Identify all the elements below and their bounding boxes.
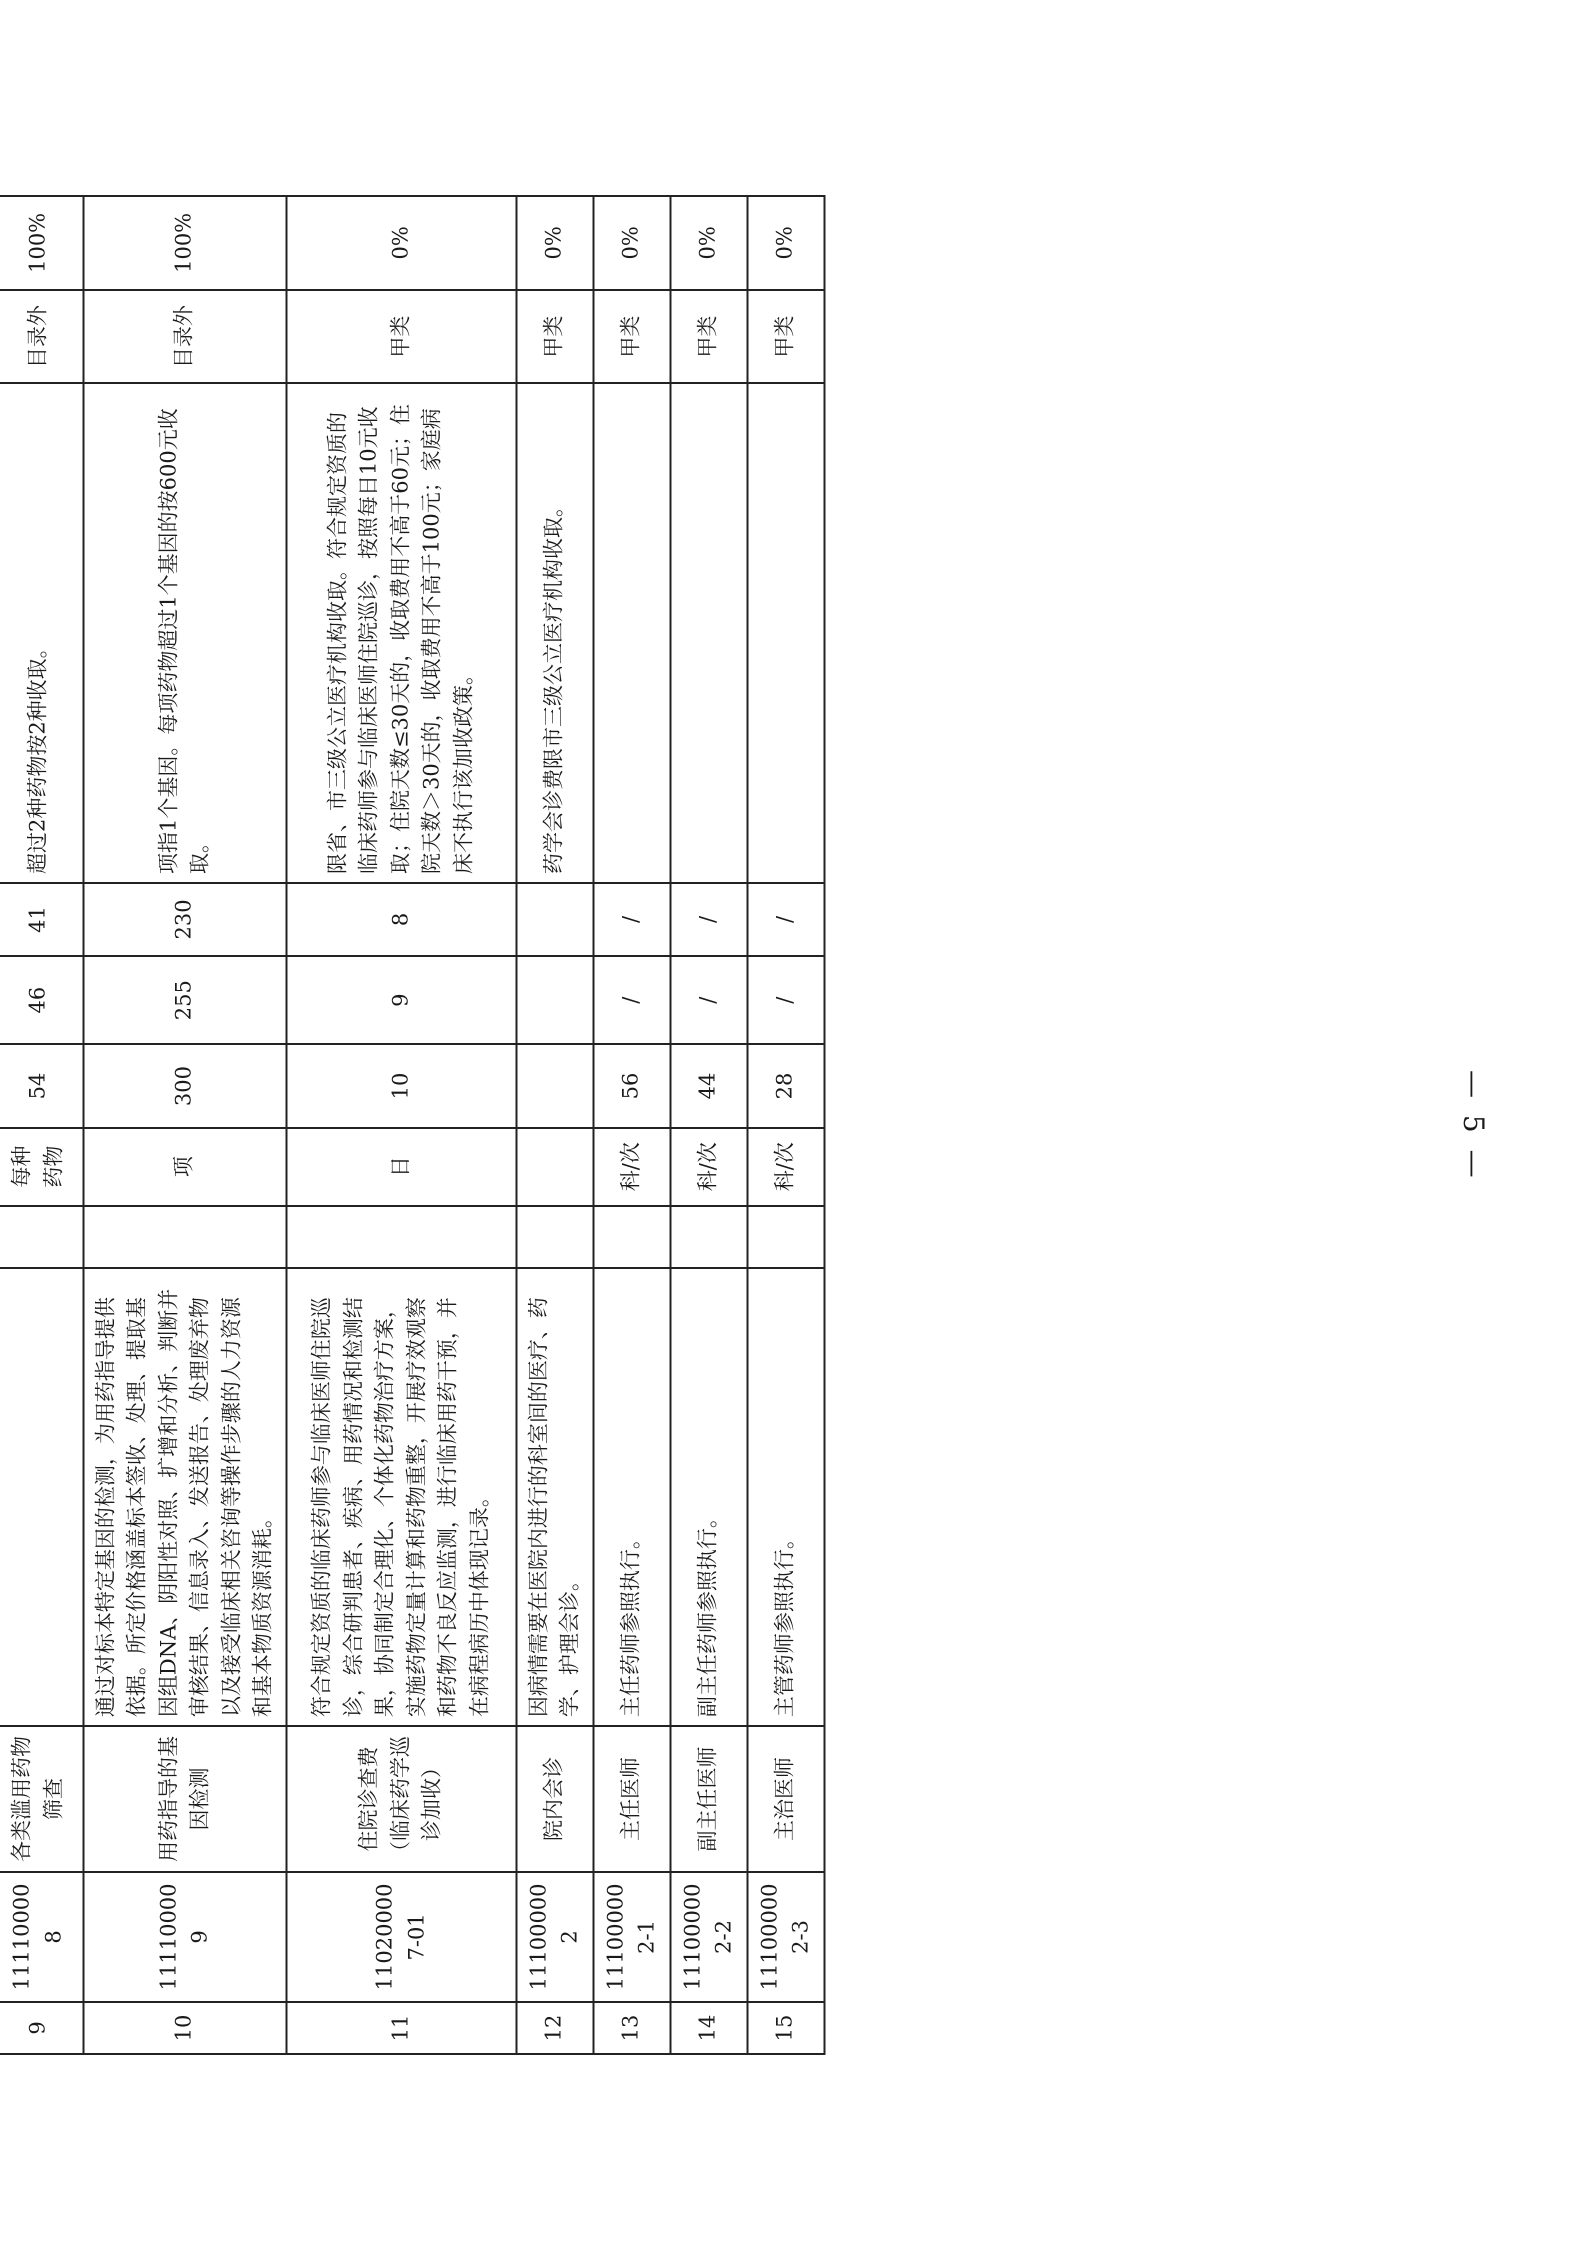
cell-seq: 14	[670, 2002, 747, 2054]
cell-paytype: 目录外	[0, 290, 83, 384]
cell-name: 各类滥用药物筛查	[0, 1726, 83, 1872]
cell-unit: 科/次	[747, 1128, 824, 1206]
cell-content: 因病情需要在医院内进行的科室间的医疗、药学、护理会诊。	[516, 1268, 593, 1726]
table-row	[593, 196, 670, 2054]
cell-price1: 56	[593, 1044, 670, 1127]
cell-seq: 11	[286, 2002, 516, 2054]
cell-exclude	[516, 1206, 593, 1268]
cell-price2: 46	[0, 956, 83, 1044]
cell-name: 住院诊查费（临床药学巡诊加收）	[286, 1726, 516, 1872]
cell-unit: 日	[286, 1128, 516, 1206]
cell-note	[747, 383, 824, 883]
cell-content: 通过对标本特定基因的检测，为用药指导提供依据。所定价格涵盖标本签收、处理、提取基因组DNA、阴阳性对照、扩增和分析、判断并审核结果、信息录入、发送报告、处理废弃物以及接受临床相关咨询等操作步骤的人力资源和基本物质资源消耗。	[83, 1268, 286, 1726]
cell-price3: /	[593, 883, 670, 956]
cell-name: 主任医师	[593, 1726, 670, 1872]
cell-selfpay: 0%	[747, 196, 824, 290]
cell-price2: /	[747, 956, 824, 1044]
cell-selfpay: 0%	[670, 196, 747, 290]
cell-unit: 项	[83, 1128, 286, 1206]
cell-price2: /	[670, 956, 747, 1044]
page-number: — 5 —	[1457, 1070, 1490, 1182]
cell-selfpay: 100%	[83, 196, 286, 290]
table-row	[83, 196, 286, 2054]
cell-price3: 8	[286, 883, 516, 956]
cell-exclude	[593, 1206, 670, 1268]
rotated-table-wrapper	[0, 195, 813, 2055]
cell-exclude	[83, 1206, 286, 1268]
cell-note	[593, 383, 670, 883]
cell-paytype: 目录外	[83, 290, 286, 384]
cell-content: 副主任药师参照执行。	[670, 1268, 747, 1726]
table-row	[670, 196, 747, 2054]
cell-price3: /	[747, 883, 824, 956]
table-row	[286, 196, 516, 2054]
table-row	[747, 196, 824, 2054]
cell-price2	[516, 956, 593, 1044]
cell-price2: /	[593, 956, 670, 1044]
cell-selfpay: 0%	[286, 196, 516, 290]
cell-price1: 54	[0, 1044, 83, 1127]
cell-name: 主治医师	[747, 1726, 824, 1872]
cell-price2: 9	[286, 956, 516, 1044]
cell-price3: 41	[0, 883, 83, 956]
cell-note: 限省、市三级公立医疗机构收取。符合规定资质的临床药师参与临床医师住院巡诊，按照每日10元收取；住院天数≤30天的，收取费用不高于60元；住院天数＞30天的，收取费用不高于100元；家庭病床不执行该加收政策。	[286, 383, 516, 883]
table-row	[0, 196, 83, 2054]
cell-seq: 13	[593, 2002, 670, 2054]
cell-paytype: 甲类	[670, 290, 747, 384]
cell-note: 超过2种药物按2种收取。	[0, 383, 83, 883]
cell-paytype: 甲类	[747, 290, 824, 384]
cell-content	[0, 1268, 83, 1726]
cell-paytype: 甲类	[593, 290, 670, 384]
cell-paytype: 甲类	[516, 290, 593, 384]
cell-selfpay: 0%	[516, 196, 593, 290]
cell-note: 药学会诊费限市三级公立医疗机构收取。	[516, 383, 593, 883]
cell-code: 111000002-3	[747, 1872, 824, 2002]
cell-price3	[516, 883, 593, 956]
cell-unit	[516, 1128, 593, 1206]
cell-exclude	[670, 1206, 747, 1268]
cell-price3: /	[670, 883, 747, 956]
cell-seq: 12	[516, 2002, 593, 2054]
cell-note: 项指1个基因。每项药物超过1个基因的按600元收取。	[83, 383, 286, 883]
cell-seq: 10	[83, 2002, 286, 2054]
cell-seq: 15	[747, 2002, 824, 2054]
cell-price1: 44	[670, 1044, 747, 1127]
cell-name: 副主任医师	[670, 1726, 747, 1872]
cell-exclude	[747, 1206, 824, 1268]
cell-price1: 10	[286, 1044, 516, 1127]
cell-selfpay: 100%	[0, 196, 83, 290]
cell-name: 用药指导的基因检测	[83, 1726, 286, 1872]
cell-name: 院内会诊	[516, 1726, 593, 1872]
cell-code: 111100008	[0, 1872, 83, 2002]
cell-code: 111000002	[516, 1872, 593, 2002]
cell-price1: 300	[83, 1044, 286, 1127]
cell-price1	[516, 1044, 593, 1127]
cell-code: 110200007-01	[286, 1872, 516, 2002]
price-table	[0, 195, 825, 2055]
cell-content: 主管药师参照执行。	[747, 1268, 824, 1726]
cell-seq: 9	[0, 2002, 83, 2054]
cell-note	[670, 383, 747, 883]
cell-code: 111000002-2	[670, 1872, 747, 2002]
cell-code: 111000002-1	[593, 1872, 670, 2002]
cell-content: 主任药师参照执行。	[593, 1268, 670, 1726]
cell-exclude	[0, 1206, 83, 1268]
cell-price2: 255	[83, 956, 286, 1044]
cell-selfpay: 0%	[593, 196, 670, 290]
cell-price3: 230	[83, 883, 286, 956]
cell-unit: 科/次	[670, 1128, 747, 1206]
cell-code: 111100009	[83, 1872, 286, 2002]
cell-price1: 28	[747, 1044, 824, 1127]
cell-paytype: 甲类	[286, 290, 516, 384]
table-row	[516, 196, 593, 2054]
cell-unit: 每种药物	[0, 1128, 83, 1206]
cell-content: 符合规定资质的临床药师参与临床医师住院巡诊，综合研判患者、疾病、用药情况和检测结果，协同制定合理化、个体化药物治疗方案，实施药物定量计算和药物重整，开展疗效观察和药物不良反应监测，进行临床用药干预，并在病程病历中体现记录。	[286, 1268, 516, 1726]
cell-exclude	[286, 1206, 516, 1268]
cell-unit: 科/次	[593, 1128, 670, 1206]
